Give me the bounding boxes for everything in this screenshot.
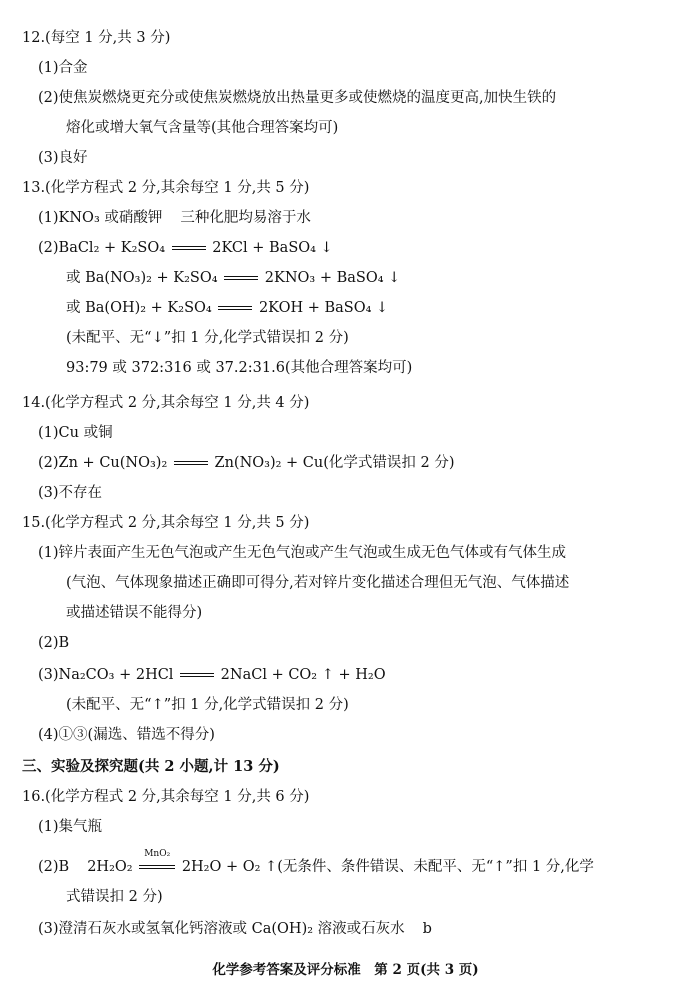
q13-equation-1 xyxy=(38,238,333,258)
page-footer: 化学参考答案及评分标准 第 2 页(共 3 页) xyxy=(212,962,479,978)
q15-answer-1-line1: (1)锌片表面产生无色气泡或产生无色气泡或产生气泡或生成无色气体或有气体生成 xyxy=(38,545,567,561)
q16-heading: 16.(化学方程式 2 分,其余每空 1 分,共 6 分) xyxy=(22,789,310,805)
q13-eq1-right: 2KCl + BaSO₄ ↓ xyxy=(212,240,333,256)
q16-eq-left: 2H₂O₂ xyxy=(87,859,133,875)
q14-answer-1: (1)Cu 或铜 xyxy=(38,425,113,441)
q15-scoring-note: (未配平、无“↑”扣 1 分,化学式错误扣 2 分) xyxy=(66,697,349,713)
q15-heading: 15.(化学方程式 2 分,其余每空 1 分,共 5 分) xyxy=(22,515,310,531)
equals-sign-icon xyxy=(174,457,208,469)
q13-eq3-left: 或 Ba(OH)₂ + K₂SO₄ xyxy=(66,300,212,316)
q14-equation xyxy=(38,453,455,473)
q13-heading: 13.(化学方程式 2 分,其余每空 1 分,共 5 分) xyxy=(22,180,310,196)
catalyst-label: MnO₂ xyxy=(144,849,171,859)
q13-answer-1-a: (1)KNO₃ 或硝酸钾 xyxy=(38,210,163,226)
q16-answer-2-prefix: (2)B xyxy=(38,859,70,875)
q14-answer-3: (3)不存在 xyxy=(38,485,103,501)
q12-answer-1: (1)合金 xyxy=(38,60,88,76)
q13-eq1-left: (2)BaCl₂ + K₂SO₄ xyxy=(38,240,166,256)
q13-equation-2 xyxy=(66,268,400,288)
q16-answer-1: (1)集气瓶 xyxy=(38,819,103,835)
q16-answer-3-b: b xyxy=(422,921,432,937)
equals-sign-icon xyxy=(172,242,206,254)
q15-answer-2: (2)B xyxy=(38,635,70,651)
q14-heading: 14.(化学方程式 2 分,其余每空 1 分,共 4 分) xyxy=(22,395,310,411)
q12-heading: 12.(每空 1 分,共 3 分) xyxy=(22,30,171,46)
equals-sign-icon xyxy=(224,272,258,284)
q15-answer-4: (4)①③(漏选、错选不得分) xyxy=(38,727,215,743)
q16-answer-3-a: (3)澄清石灰水或氢氧化钙溶液或 Ca(OH)₂ 溶液或石灰水 xyxy=(38,921,405,937)
q12-answer-2-line1: (2)使焦炭燃烧更充分或使焦炭燃烧放出热量更多或使燃烧的温度更高,加快生铁的 xyxy=(38,90,557,106)
q16-answer-2-line1 xyxy=(38,849,594,877)
q16-eq-right: 2H₂O + O₂ ↑(无条件、条件错误、未配平、无“↑”扣 1 分,化学 xyxy=(181,859,594,875)
catalyst-equals-sign-icon xyxy=(139,849,175,873)
q12-answer-2-line2: 熔化或增大氧气含量等(其他合理答案均可) xyxy=(66,120,339,136)
q13-answer-1 xyxy=(38,208,311,228)
q16-answer-2-line2: 式错误扣 2 分) xyxy=(66,889,163,905)
q13-answer-1-b: 三种化肥均易溶于水 xyxy=(180,210,311,226)
q15-answer-1-line2: (气泡、气体现象描述正确即可得分,若对锌片变化描述合理但无气泡、气体描述 xyxy=(66,575,570,591)
section-3-heading: 三、实验及探究题(共 2 小题,计 13 分) xyxy=(22,758,280,775)
q13-equation-3 xyxy=(66,298,388,318)
q13-ratio-answer: 93:79 或 372:316 或 37.2:31.6(其他合理答案均可) xyxy=(66,360,413,376)
q15-equation xyxy=(38,665,386,685)
q13-eq2-right: 2KNO₃ + BaSO₄ ↓ xyxy=(264,270,401,286)
q15-eq-right: 2NaCl + CO₂ ↑ + H₂O xyxy=(220,667,386,683)
q15-eq-left: (3)Na₂CO₃ + 2HCl xyxy=(38,667,174,683)
q15-answer-1-line3: 或描述错误不能得分) xyxy=(66,605,203,621)
q12-answer-3: (3)良好 xyxy=(38,150,88,166)
q13-eq2-left: 或 Ba(NO₃)₂ + K₂SO₄ xyxy=(66,270,218,286)
equals-sign-icon xyxy=(218,302,252,314)
equals-sign-icon xyxy=(180,669,214,681)
q14-eq-left: (2)Zn + Cu(NO₃)₂ xyxy=(38,455,168,471)
q13-scoring-note: (未配平、无“↓”扣 1 分,化学式错误扣 2 分) xyxy=(66,330,349,346)
q13-eq3-right: 2KOH + BaSO₄ ↓ xyxy=(258,300,389,316)
q16-answer-3 xyxy=(38,919,432,939)
q14-eq-right: Zn(NO₃)₂ + Cu(化学式错误扣 2 分) xyxy=(214,455,455,471)
